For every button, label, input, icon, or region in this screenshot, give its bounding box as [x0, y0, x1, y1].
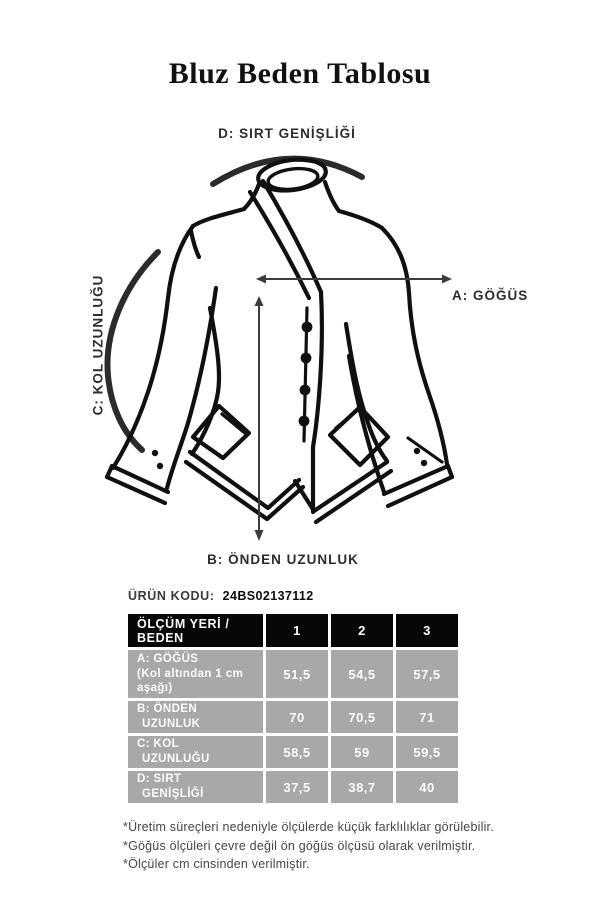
table-header-size-1: 1: [266, 614, 328, 647]
chest-label: A: GÖĞÜS: [452, 288, 529, 303]
button-dots: [299, 322, 313, 427]
product-code: [128, 589, 314, 603]
table-header-size-3: 3: [396, 614, 458, 647]
table-cell: 40: [396, 771, 458, 803]
sleeve-length-label: C: KOL UZUNLUĞU: [90, 274, 106, 416]
sleeve-length-arc-c: [107, 252, 158, 450]
pocket-flaps: [193, 406, 388, 465]
collar: [244, 156, 339, 211]
table-row-label-chest: A: GÖĞÜS (Kol altından 1 cm aşağı): [128, 650, 263, 698]
footnote-line: *Göğüs ölçüleri çevre değil ön göğüs ölçüsü olarak verilmiştir.: [123, 838, 476, 853]
table-header-size-2: 2: [331, 614, 393, 647]
table-cell: 59: [331, 736, 393, 768]
left-cuff-dots: [152, 450, 163, 469]
right-cuff-dots: [414, 448, 427, 466]
table-cell: 59,5: [396, 736, 458, 768]
table-row-label-sleeve-length: C: KOL UZUNLUĞU: [128, 736, 263, 768]
page-title: Bluz Beden Tablosu: [168, 57, 432, 90]
table-cell: 70,5: [331, 701, 393, 733]
table-cell: 70: [266, 701, 328, 733]
back-width-arc-d: [213, 159, 362, 184]
shoulders: [191, 209, 382, 257]
table-cell: 37,5: [266, 771, 328, 803]
back-width-label: D: SIRT GENİŞLİĞİ: [218, 126, 356, 141]
footnote-line: *Ölçüler cm cinsinden verilmiştir.: [123, 857, 310, 871]
table-cell: 57,5: [396, 650, 458, 698]
wrap-front: [250, 181, 322, 512]
table-cell: 51,5: [266, 650, 328, 698]
left-sleeve: [107, 226, 216, 503]
body-sides: [192, 308, 387, 461]
table-header-measure: ÖLÇÜM YERİ / BEDEN: [128, 614, 263, 647]
footnotes: [123, 818, 494, 874]
table-row-label-front-length: B: ÖNDEN UZUNLUK: [128, 701, 263, 733]
front-length-label: B: ÖNDEN UZUNLUK: [207, 552, 359, 567]
front-length-arrow-b: [255, 296, 264, 541]
product-code-label: ÜRÜN KODU:: [128, 589, 215, 603]
table-cell: 54,5: [331, 650, 393, 698]
table-row-label-back-width: D: SIRT GENİŞLİĞİ: [128, 771, 263, 803]
front-hem: [186, 452, 391, 522]
size-table: [128, 614, 452, 803]
right-sleeve: [349, 228, 452, 506]
footnote-line: *Üretim süreçleri nedeniyle ölçülerde küçük farklılıklar görülebilir.: [123, 820, 494, 834]
chest-arrow-a: [256, 275, 452, 284]
table-cell: 38,7: [331, 771, 393, 803]
table-cell: 71: [396, 701, 458, 733]
table-cell: 58,5: [266, 736, 328, 768]
product-code-value: 24BS02137112: [222, 589, 314, 603]
